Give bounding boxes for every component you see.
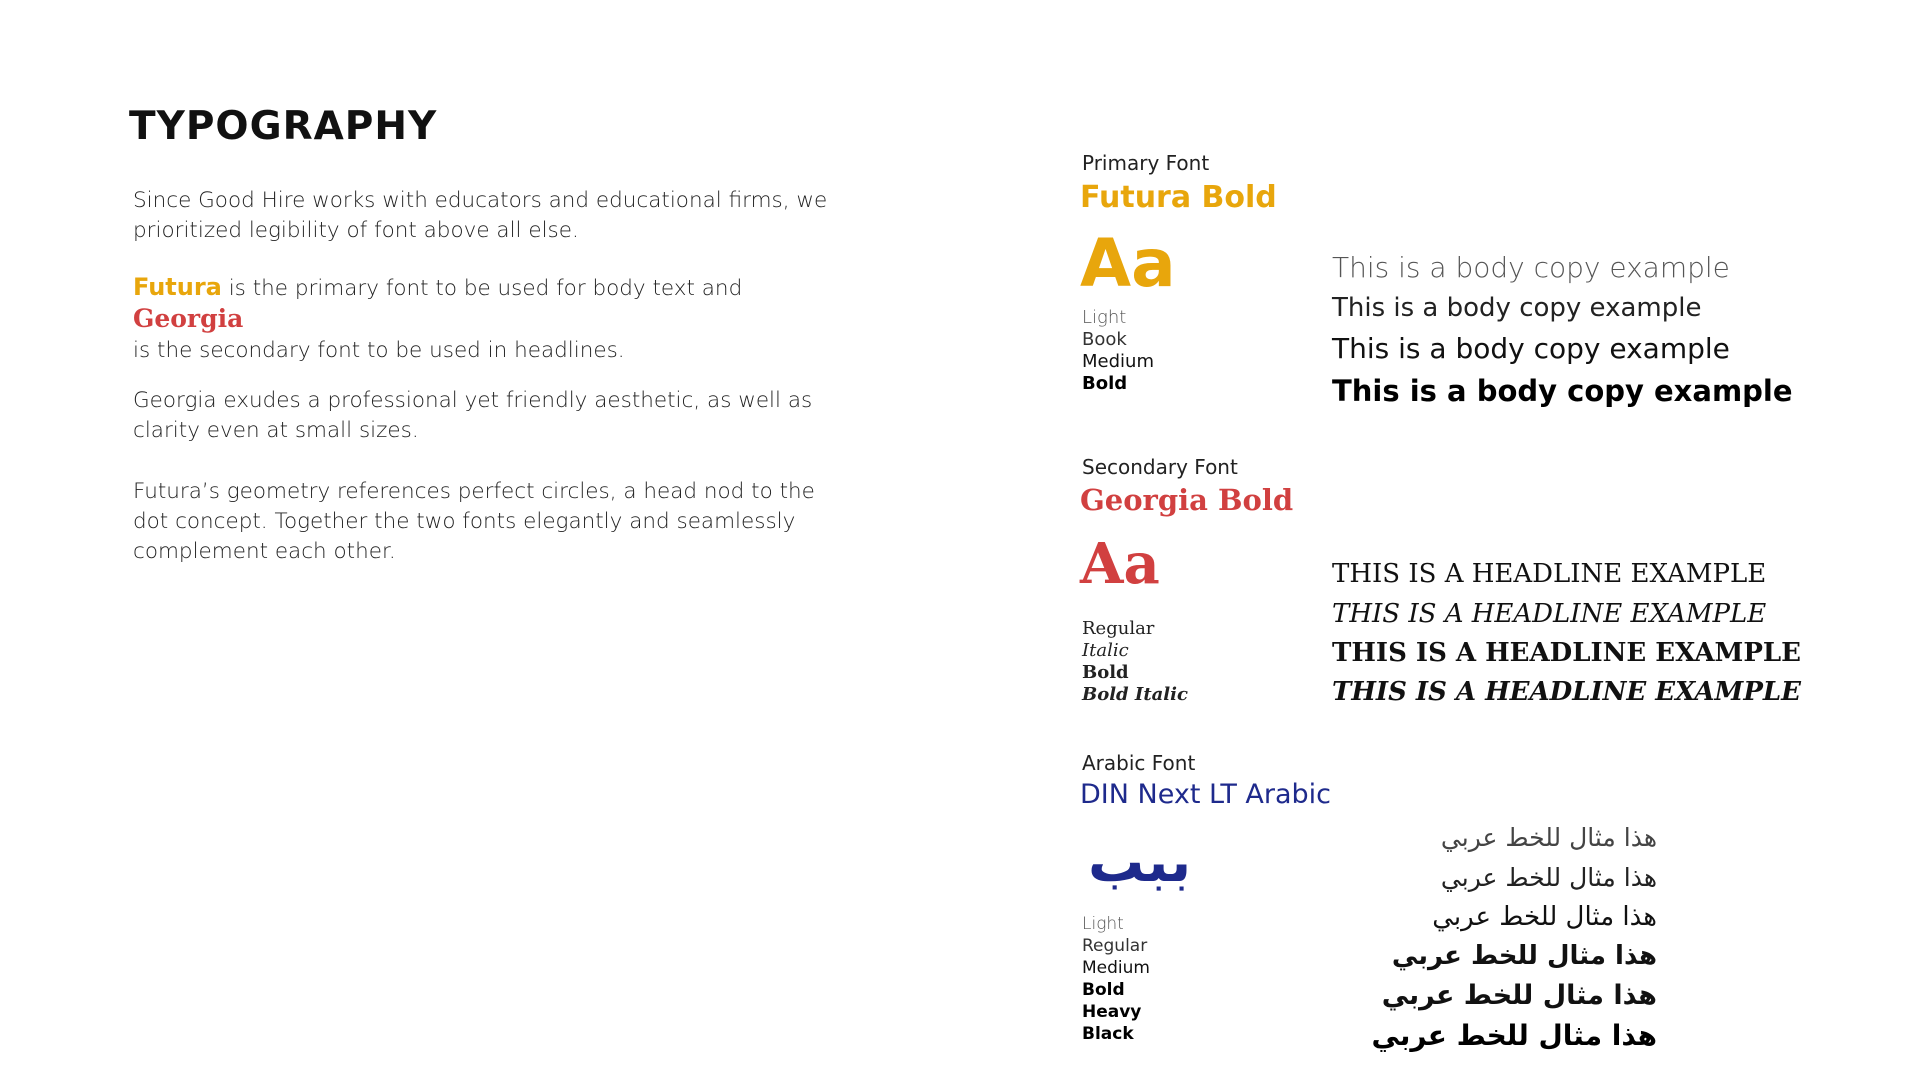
arabic-weight-black: Black: [1082, 1024, 1134, 1044]
primary-example-light: This is a body copy example: [1332, 251, 1730, 284]
arabic-example-medium: هذا مثال للخط عربي: [1432, 902, 1657, 932]
secondary-weight-regular: Regular: [1082, 618, 1155, 639]
secondary-example-bold-italic: THIS IS A HEADLINE EXAMPLE: [1332, 677, 1801, 707]
arabic-weight-bold: Bold: [1082, 980, 1125, 1000]
arabic-font-weights: [1082, 913, 1150, 1045]
secondary-font-sample: Aa: [1080, 531, 1160, 597]
primary-examples: [1332, 248, 1793, 412]
secondary-font-name: Georgia Bold: [1080, 483, 1294, 517]
secondary-example-italic: THIS IS A HEADLINE EXAMPLE: [1332, 599, 1767, 629]
secondary-font-weights: [1082, 618, 1188, 706]
arabic-example-bold: هذا مثال للخط عربي: [1391, 941, 1657, 971]
arabic-examples: [1372, 818, 1658, 1056]
primary-weight-medium: Medium: [1082, 351, 1154, 372]
arabic-example-heavy: هذا مثال للخط عربي: [1381, 980, 1657, 1011]
secondary-example-bold: THIS IS A HEADLINE EXAMPLE: [1332, 638, 1801, 668]
arabic-weight-light: Light: [1082, 914, 1124, 934]
primary-font-sample: Aa: [1080, 225, 1176, 302]
intro-paragraph-2-mid: is the primary font to be used for body text and: [221, 276, 743, 301]
arabic-example-regular: هذا مثال للخط عربي: [1440, 863, 1657, 892]
arabic-font-sample: ببب: [1088, 830, 1192, 895]
futura-word: Futura: [133, 273, 222, 301]
intro-paragraph-2-end: is the secondary font to be used in headlines.: [133, 338, 625, 363]
arabic-font-label: Arabic Font: [1082, 751, 1196, 775]
primary-font-name: Futura Bold: [1080, 180, 1277, 215]
arabic-font-name: DIN Next LT Arabic: [1080, 779, 1332, 810]
intro-paragraph-2: [133, 272, 833, 366]
secondary-font-label: Secondary Font: [1082, 455, 1238, 479]
primary-example-medium: This is a body copy example: [1332, 332, 1730, 365]
arabic-example-light: هذا مثال للخط عربي: [1440, 823, 1657, 852]
page-title: TYPOGRAPHY: [129, 104, 438, 149]
primary-weight-light: Light: [1082, 307, 1127, 328]
secondary-example-regular: THIS IS A HEADLINE EXAMPLE: [1332, 559, 1767, 589]
primary-font-weights: [1082, 307, 1154, 395]
secondary-weight-italic: Italic: [1082, 640, 1129, 661]
intro-paragraph-3: Georgia exudes a professional yet friendly aesthetic, as well as clarity even at small sizes.: [133, 388, 813, 443]
secondary-examples: [1332, 554, 1801, 712]
primary-font-label: Primary Font: [1082, 151, 1210, 175]
primary-example-bold: This is a body copy example: [1332, 374, 1793, 408]
intro-paragraph-1: Since Good Hire works with educators and educational firms, we prioritized legibility of font above all else.: [133, 188, 828, 243]
arabic-weight-medium: Medium: [1082, 958, 1150, 978]
primary-weight-book: Book: [1082, 329, 1127, 350]
arabic-weight-heavy: Heavy: [1082, 1002, 1142, 1022]
primary-example-book: This is a body copy example: [1332, 293, 1702, 323]
secondary-weight-bold: Bold: [1082, 662, 1129, 683]
georgia-word: Georgia: [133, 304, 244, 333]
arabic-example-black: هذا مثال للخط عربي: [1371, 1019, 1657, 1052]
arabic-weight-regular: Regular: [1082, 936, 1148, 956]
primary-weight-bold: Bold: [1082, 373, 1128, 394]
intro-paragraph-4: Futura’s geometry references perfect circles, a head nod to the dot concept. Together the two fonts elegantly and seamlessly complement each other.: [133, 479, 815, 564]
secondary-weight-bold-italic: Bold Italic: [1082, 684, 1188, 705]
